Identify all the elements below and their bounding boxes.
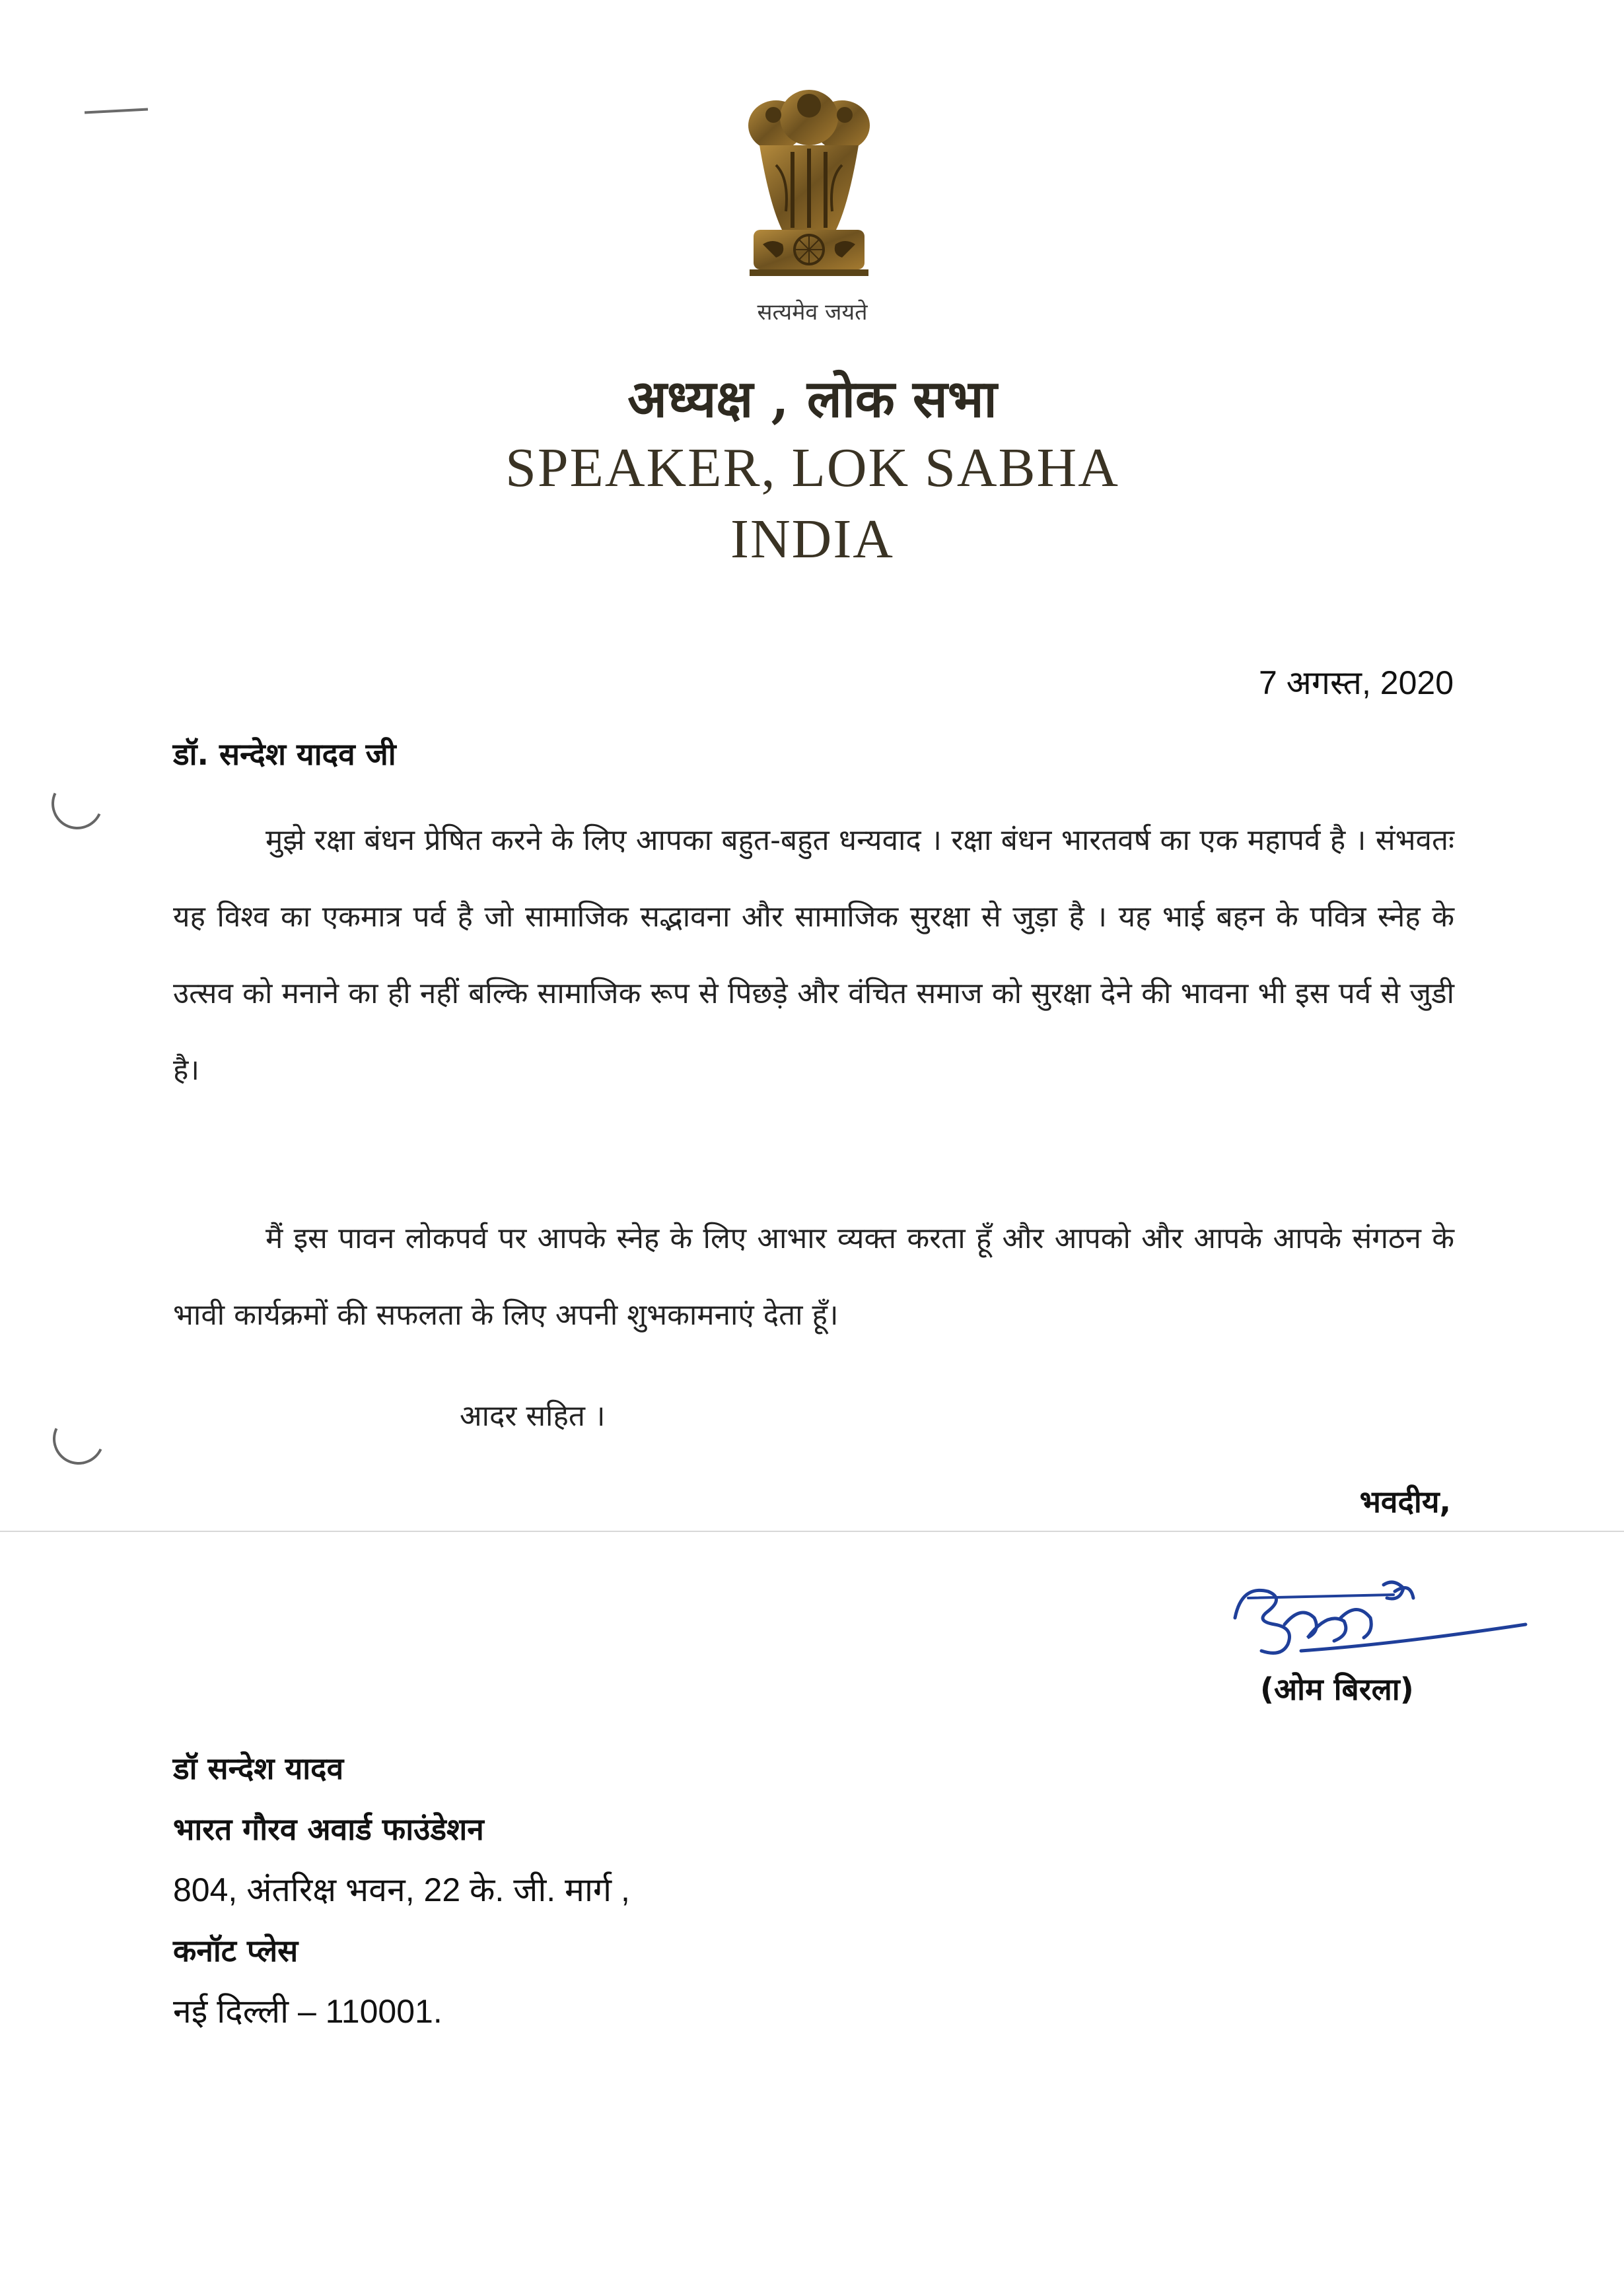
recipient-address: [173, 1738, 630, 2042]
signatory-name: (ओम बिरला): [1260, 1671, 1414, 1707]
handwritten-signature: [1222, 1572, 1539, 1671]
regards-line: आदर सहित ।: [460, 1399, 606, 1433]
address-street: 804, अंतरिक्ष भवन, 22 के. जी. मार्ग ,: [173, 1871, 630, 1908]
address-name: डॉ सन्देश यादव: [173, 1751, 344, 1786]
letterhead-title-english: SPEAKER, LOK SABHA: [505, 437, 1119, 499]
address-area: कनॉट प्लेस: [173, 1933, 299, 1968]
national-emblem-icon: [730, 79, 888, 304]
address-organization: भारत गौरव अवार्ड फाउंडेशन: [173, 1811, 484, 1847]
body-paragraph: मैं इस पावन लोकपर्व पर आपके स्नेह के लिए आभार व्यक्त करता हूँ और आपको और आपके आपके संगठन के भावी कार्यक्रमों की सफलता के लिए अपनी शुभकामनाएं देता हूँ।: [173, 1222, 1454, 1332]
scan-mark: [85, 108, 148, 114]
letterhead-country: INDIA: [730, 508, 894, 570]
salutation: डॉ. सन्देश यादव जी: [173, 736, 396, 772]
punch-hole: [44, 771, 110, 837]
fold-line: [0, 1531, 1624, 1532]
punch-hole: [46, 1406, 112, 1472]
emblem-motto: सत्यमेव जयते: [757, 299, 868, 326]
letter-date: 7 अगस्त, 2020: [1258, 664, 1454, 701]
letterhead-title-hindi: अध्यक्ष , लोक सभा: [627, 369, 997, 429]
body-paragraph: मुझे रक्षा बंधन प्रेषित करने के लिए आपका बहुत-बहुत धन्यवाद । रक्षा बंधन भारतवर्ष का एक महापर्व है । संभवतः यह विश्व का एकमात्र पर्व है जो सामाजिक सद्भावना और सामाजिक सुरक्षा से जुड़ा है । यह भाई बहन के पवित्र स्नेह के उत्सव को मनाने का ही नहीं बल्कि सामाजिक रूप से पिछड़े और वंचित समाज को सुरक्षा देने की भावना भी इस पर्व से जुडी है।: [173, 823, 1454, 1087]
closing-line: भवदीय,: [1359, 1484, 1451, 1519]
address-city: नई दिल्ली – 110001.: [173, 1993, 442, 2030]
